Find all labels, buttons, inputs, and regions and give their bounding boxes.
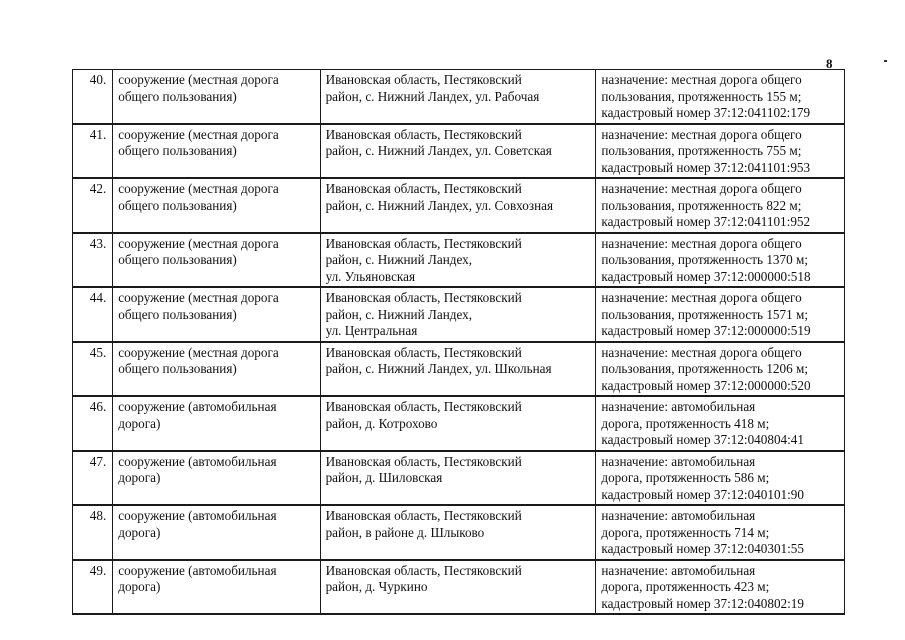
object-name-cell — [113, 178, 320, 233]
description-cell-line: назначение: местная дорога общего — [601, 181, 802, 196]
description-cell-line: пользования, протяженность 1206 м; — [601, 361, 808, 376]
address-cell-line: Ивановская область, Пестяковский — [325, 126, 522, 142]
address-cell-line: Ивановская область, Пестяковский — [325, 235, 522, 251]
row-number: 45. — [73, 342, 113, 397]
address-cell-line: район, с. Нижний Ландех, ул. Советская — [325, 143, 552, 158]
row-number: 44. — [73, 287, 113, 342]
row-number: 42. — [73, 178, 113, 233]
address-cell — [320, 233, 596, 288]
object-name-cell-line: сооружение (местная дорога — [118, 290, 279, 305]
object-name-cell-line: сооружение (местная дорога — [118, 235, 279, 251]
object-name-cell-line: общего пользования) — [118, 306, 237, 322]
object-name-cell-line: сооружение (автомобильная — [118, 399, 277, 414]
row-number: 47. — [73, 451, 113, 506]
description-cell-line: кадастровый номер 37:12:000000:518 — [601, 268, 811, 284]
description-cell-line: назначение: местная дорога общего — [601, 290, 802, 305]
table-row — [73, 505, 845, 560]
object-name-cell-line: сооружение (местная дорога — [118, 344, 279, 360]
address-cell — [320, 560, 596, 615]
object-name-cell — [113, 233, 320, 288]
address-cell-line: Ивановская область, Пестяковский — [325, 399, 522, 414]
row-number: 49. — [73, 560, 113, 615]
object-name-cell-line: сооружение (автомобильная — [118, 453, 277, 469]
object-name-cell-line: общего пользования) — [118, 252, 237, 267]
description-cell — [596, 287, 845, 342]
address-cell — [320, 70, 596, 124]
object-name-cell — [113, 70, 320, 124]
address-cell-line: Ивановская область, Пестяковский — [325, 562, 522, 578]
object-name-cell-line: дорога) — [118, 579, 161, 594]
address-cell-line: Ивановская область, Пестяковский — [325, 290, 522, 305]
description-cell — [596, 560, 845, 615]
description-cell-line: кадастровый номер 37:12:041101:953 — [601, 159, 811, 175]
table-row — [73, 451, 845, 506]
address-cell-line: Ивановская область, Пестяковский — [325, 344, 522, 360]
address-cell-line: район, с. Нижний Ландех, ул. Совхозная — [325, 197, 554, 213]
address-cell-line: район, д. Котрохово — [325, 415, 438, 431]
address-cell-line: район, с. Нижний Ландех, — [325, 306, 473, 322]
description-cell-line: назначение: местная дорога общего — [601, 344, 802, 360]
table-row — [73, 560, 845, 615]
address-cell-line: район, с. Нижний Ландех, ул. Рабочая — [325, 88, 540, 104]
description-cell-line: кадастровый номер 37:12:041101:952 — [601, 214, 811, 229]
row-number: 48. — [73, 505, 113, 560]
description-cell-line: кадастровый номер 37:12:041102:179 — [601, 105, 811, 120]
description-cell — [596, 451, 845, 506]
property-registry-table — [72, 69, 845, 615]
description-cell-line: назначение: автомобильная — [601, 399, 756, 414]
object-name-cell-line: дорога) — [118, 524, 161, 540]
description-cell — [596, 233, 845, 288]
address-cell-line: район, д. Шиловская — [325, 470, 443, 485]
object-name-cell — [113, 505, 320, 560]
description-cell-line: пользования, протяженность 1370 м; — [601, 252, 808, 267]
description-cell-line: дорога, протяженность 418 м; — [601, 415, 770, 431]
description-cell-line: пользования, протяженность 1571 м; — [601, 306, 808, 322]
address-cell-line: Ивановская область, Пестяковский — [325, 72, 522, 87]
object-name-cell-line: сооружение (автомобильная — [118, 562, 277, 578]
address-cell — [320, 505, 596, 560]
description-cell — [596, 505, 845, 560]
table-row — [73, 124, 845, 179]
object-name-cell-line: общего пользования) — [118, 88, 237, 104]
table-row — [73, 396, 845, 451]
row-number: 46. — [73, 396, 113, 451]
address-cell — [320, 178, 596, 233]
description-cell-line: кадастровый номер 37:12:040804:41 — [601, 432, 804, 447]
row-number: 41. — [73, 124, 113, 179]
description-cell-line: назначение: местная дорога общего — [601, 126, 802, 142]
object-name-cell-line: сооружение (местная дорога — [118, 181, 279, 196]
object-name-cell-line: дорога) — [118, 470, 161, 485]
description-cell-line: дорога, протяженность 423 м; — [601, 579, 770, 594]
description-cell-line: назначение: автомобильная — [601, 508, 756, 523]
object-name-cell-line: дорога) — [118, 415, 161, 431]
description-cell — [596, 70, 845, 124]
address-cell-line: Ивановская область, Пестяковский — [325, 453, 522, 469]
description-cell-line: кадастровый номер 37:12:040802:19 — [601, 595, 804, 611]
address-cell — [320, 124, 596, 179]
description-cell-line: назначение: автомобильная — [601, 562, 756, 578]
object-name-cell-line: сооружение (местная дорога — [118, 126, 279, 142]
address-cell-line: район, в районе д. Шлыково — [325, 524, 485, 540]
description-cell — [596, 342, 845, 397]
table-row — [73, 70, 845, 124]
row-number: 40. — [73, 70, 113, 124]
object-name-cell — [113, 396, 320, 451]
object-name-cell-line: сооружение (автомобильная — [118, 508, 277, 523]
description-cell-line: кадастровый номер 37:12:000000:519 — [601, 323, 811, 338]
description-cell-line: пользования, протяженность 755 м; — [601, 143, 802, 158]
address-cell-line: район, д. Чуркино — [325, 579, 428, 594]
address-cell — [320, 342, 596, 397]
description-cell-line: дорога, протяженность 714 м; — [601, 524, 770, 540]
description-cell-line: пользования, протяженность 155 м; — [601, 88, 802, 104]
page-number: 8 — [826, 56, 833, 71]
table-row — [73, 178, 845, 233]
address-cell-line: район, с. Нижний Ландех, — [325, 252, 473, 267]
description-cell-line: назначение: местная дорога общего — [601, 72, 802, 87]
object-name-cell-line: общего пользования) — [118, 361, 237, 376]
object-name-cell-line: общего пользования) — [118, 143, 237, 158]
description-cell — [596, 124, 845, 179]
scan-speck — [884, 60, 887, 62]
object-name-cell — [113, 287, 320, 342]
row-number: 43. — [73, 233, 113, 288]
registry-table-body — [73, 70, 845, 615]
description-cell-line: кадастровый номер 37:12:000000:520 — [601, 377, 811, 393]
description-cell-line: дорога, протяженность 586 м; — [601, 470, 770, 485]
object-name-cell — [113, 124, 320, 179]
address-cell — [320, 451, 596, 506]
address-cell-line: Ивановская область, Пестяковский — [325, 508, 522, 523]
address-cell — [320, 396, 596, 451]
description-cell — [596, 178, 845, 233]
object-name-cell — [113, 560, 320, 615]
description-cell-line: назначение: местная дорога общего — [601, 235, 802, 251]
description-cell-line: пользования, протяженность 822 м; — [601, 197, 802, 213]
address-cell-line: ул. Ульяновская — [325, 268, 416, 284]
object-name-cell-line: общего пользования) — [118, 197, 237, 213]
table-row — [73, 287, 845, 342]
address-cell — [320, 287, 596, 342]
object-name-cell-line: сооружение (местная дорога — [118, 72, 279, 87]
table-row — [73, 342, 845, 397]
description-cell-line: кадастровый номер 37:12:040301:55 — [601, 541, 804, 556]
object-name-cell — [113, 342, 320, 397]
table-row — [73, 233, 845, 288]
address-cell-line: ул. Центральная — [325, 323, 418, 338]
address-cell-line: район, с. Нижний Ландех, ул. Школьная — [325, 361, 552, 376]
description-cell-line: кадастровый номер 37:12:040101:90 — [601, 486, 804, 502]
object-name-cell — [113, 451, 320, 506]
description-cell — [596, 396, 845, 451]
description-cell-line: назначение: автомобильная — [601, 453, 756, 469]
address-cell-line: Ивановская область, Пестяковский — [325, 181, 522, 196]
